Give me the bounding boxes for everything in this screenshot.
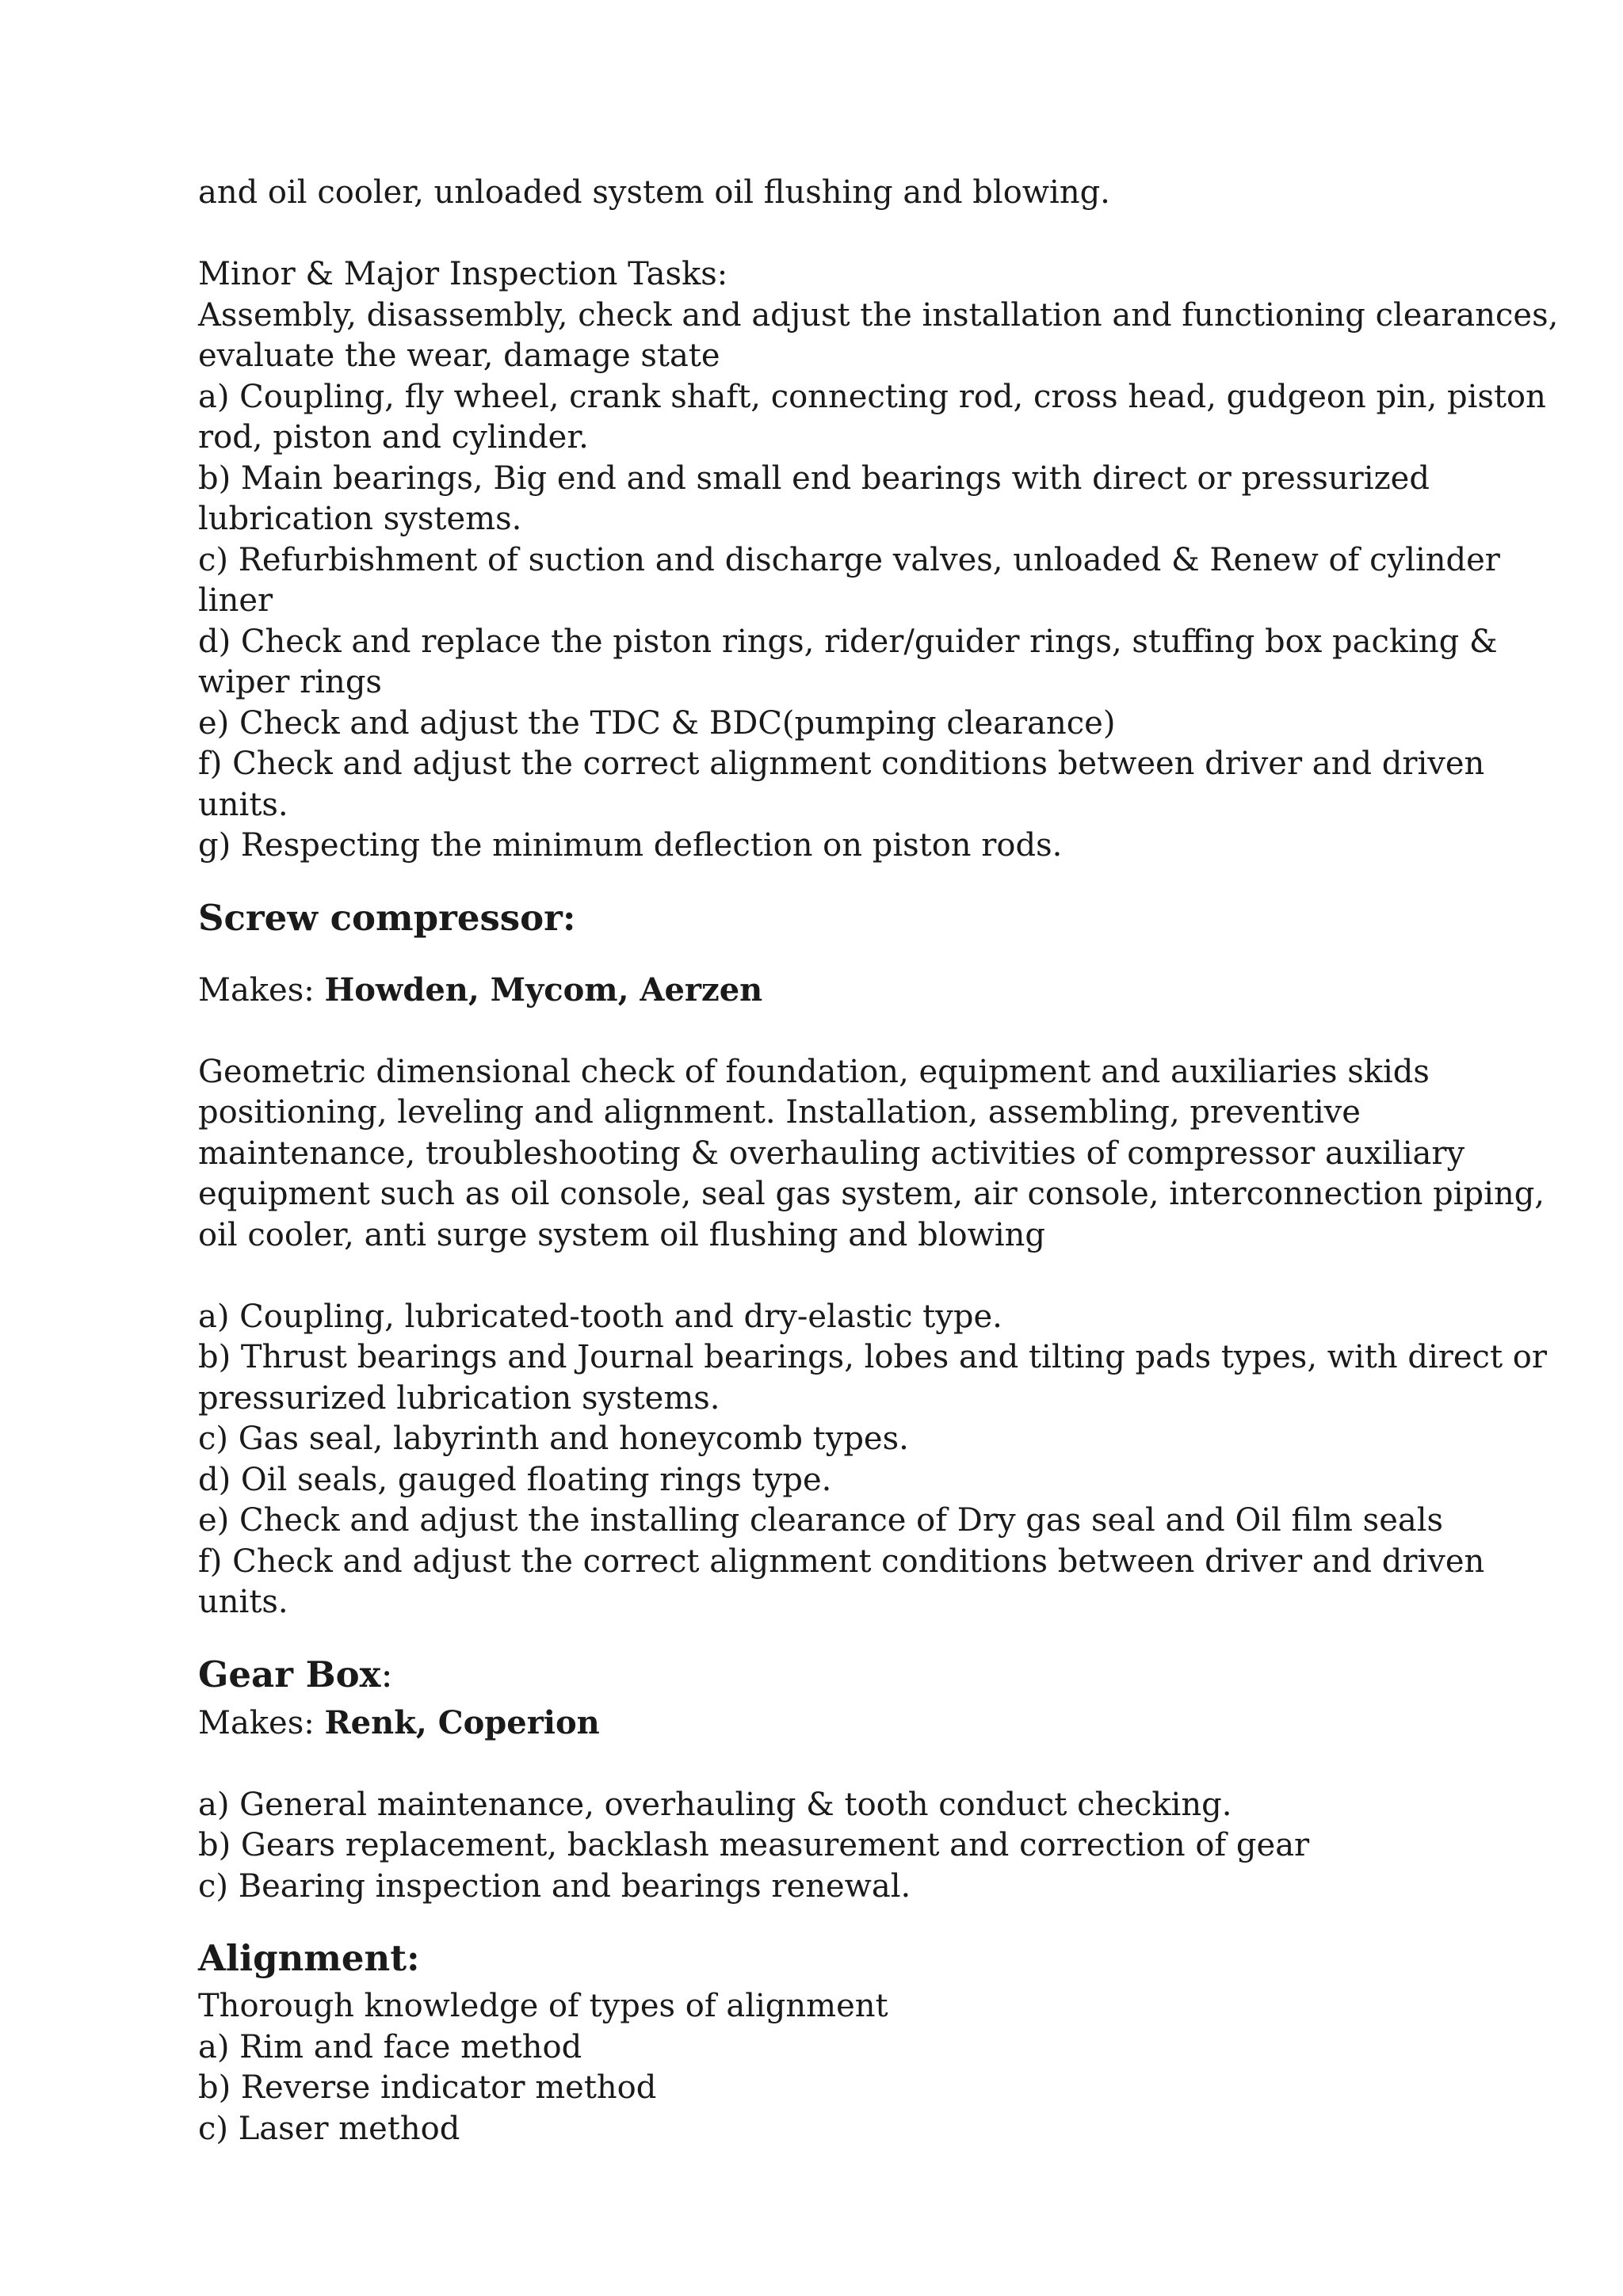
screw-item: pressurized lubrication systems.: [198, 1379, 720, 1417]
gearbox-item: c) Bearing inspection and bearings renewal.: [198, 1867, 911, 1905]
alignment-heading: Alignment:: [198, 1937, 420, 1979]
inspection-line: Assembly, disassembly, check and adjust the installation and functioning clearances,: [198, 296, 1559, 334]
screw-compressor-heading: Screw compressor:: [198, 896, 576, 939]
screw-item: b) Thrust bearings and Journal bearings, lobes and tilting pads types, with direct or: [198, 1339, 1547, 1375]
makes-label: Makes:: [198, 1704, 325, 1741]
makes-value: Renk, Coperion: [324, 1703, 600, 1741]
inspection-line: f) Check and adjust the correct alignment conditions between driver and driven: [198, 746, 1485, 782]
screw-paragraph-line: maintenance, troubleshooting & overhauling activities of compressor auxiliary: [198, 1135, 1465, 1172]
inspection-line: b) Main bearings, Big end and small end bearings with direct or pressurized: [198, 460, 1430, 497]
inspection-title: Minor & Major Inspection Tasks:: [198, 256, 728, 292]
page-content: [198, 173, 1559, 2149]
inspection-line: c) Refurbishment of suction and discharge valves, unloaded & Renew of cylinder: [198, 541, 1500, 578]
screw-item: c) Gas seal, labyrinth and honeycomb types.: [198, 1421, 909, 1457]
inspection-line: e) Check and adjust the TDC & BDC(pumping clearance): [198, 704, 1116, 742]
screw-item: f) Check and adjust the correct alignment conditions between driver and driven: [198, 1543, 1485, 1580]
gearbox-item: a) General maintenance, overhauling & tooth conduct checking.: [198, 1786, 1232, 1823]
inspection-line: liner: [198, 582, 273, 619]
screw-paragraph-line: equipment such as oil console, seal gas system, air console, interconnection piping,: [198, 1176, 1545, 1212]
alignment-line: Thorough knowledge of types of alignment: [198, 1988, 888, 2024]
inspection-line: g) Respecting the minimum deflection on piston rods.: [198, 827, 1063, 864]
makes-value: Howden, Mycom, Aerzen: [324, 971, 763, 1009]
inspection-line: d) Check and replace the piston rings, rider/guider rings, stuffing box packing &: [198, 623, 1498, 660]
screw-paragraph-line: positioning, leveling and alignment. Installation, assembling, preventive: [198, 1094, 1361, 1131]
screw-item: units.: [198, 1584, 288, 1620]
intro-line: and oil cooler, unloaded system oil flushing and blowing.: [198, 174, 1110, 211]
screw-item: d) Oil seals, gauged floating rings type.: [198, 1461, 832, 1498]
gearbox-makes-line: [198, 1703, 1498, 1745]
inspection-line: lubrication systems.: [198, 501, 522, 537]
gearbox-item: b) Gears replacement, backlash measurement and correction of gear: [198, 1827, 1310, 1863]
gear-box-title: Gear Box: [198, 1653, 381, 1695]
inspection-line: a) Coupling, fly wheel, crank shaft, connecting rod, cross head, gudgeon pin, piston: [198, 378, 1546, 415]
gear-box-heading: [198, 1647, 1498, 1703]
screw-paragraph-line: oil cooler, anti surge system oil flushing and blowing: [198, 1216, 1046, 1253]
inspection-line: evaluate the wear, damage state: [198, 338, 720, 374]
screw-item: a) Coupling, lubricated-tooth and dry-elastic type.: [198, 1298, 1002, 1335]
alignment-line: c) Laser method: [198, 2110, 460, 2147]
gear-box-colon: :: [380, 1653, 393, 1695]
inspection-line: units.: [198, 786, 288, 823]
inspection-line: wiper rings: [198, 664, 382, 700]
inspection-line: rod, piston and cylinder.: [198, 419, 589, 456]
alignment-line: b) Reverse indicator method: [198, 2069, 657, 2106]
screw-item: e) Check and adjust the installing clearance of Dry gas seal and Oil film seals: [198, 1502, 1444, 1539]
makes-label: Makes:: [198, 971, 325, 1009]
screw-paragraph-line: Geometric dimensional check of foundation, equipment and auxiliaries skids: [198, 1053, 1430, 1090]
alignment-line: a) Rim and face method: [198, 2028, 582, 2065]
screw-makes-line: [198, 970, 1498, 1012]
